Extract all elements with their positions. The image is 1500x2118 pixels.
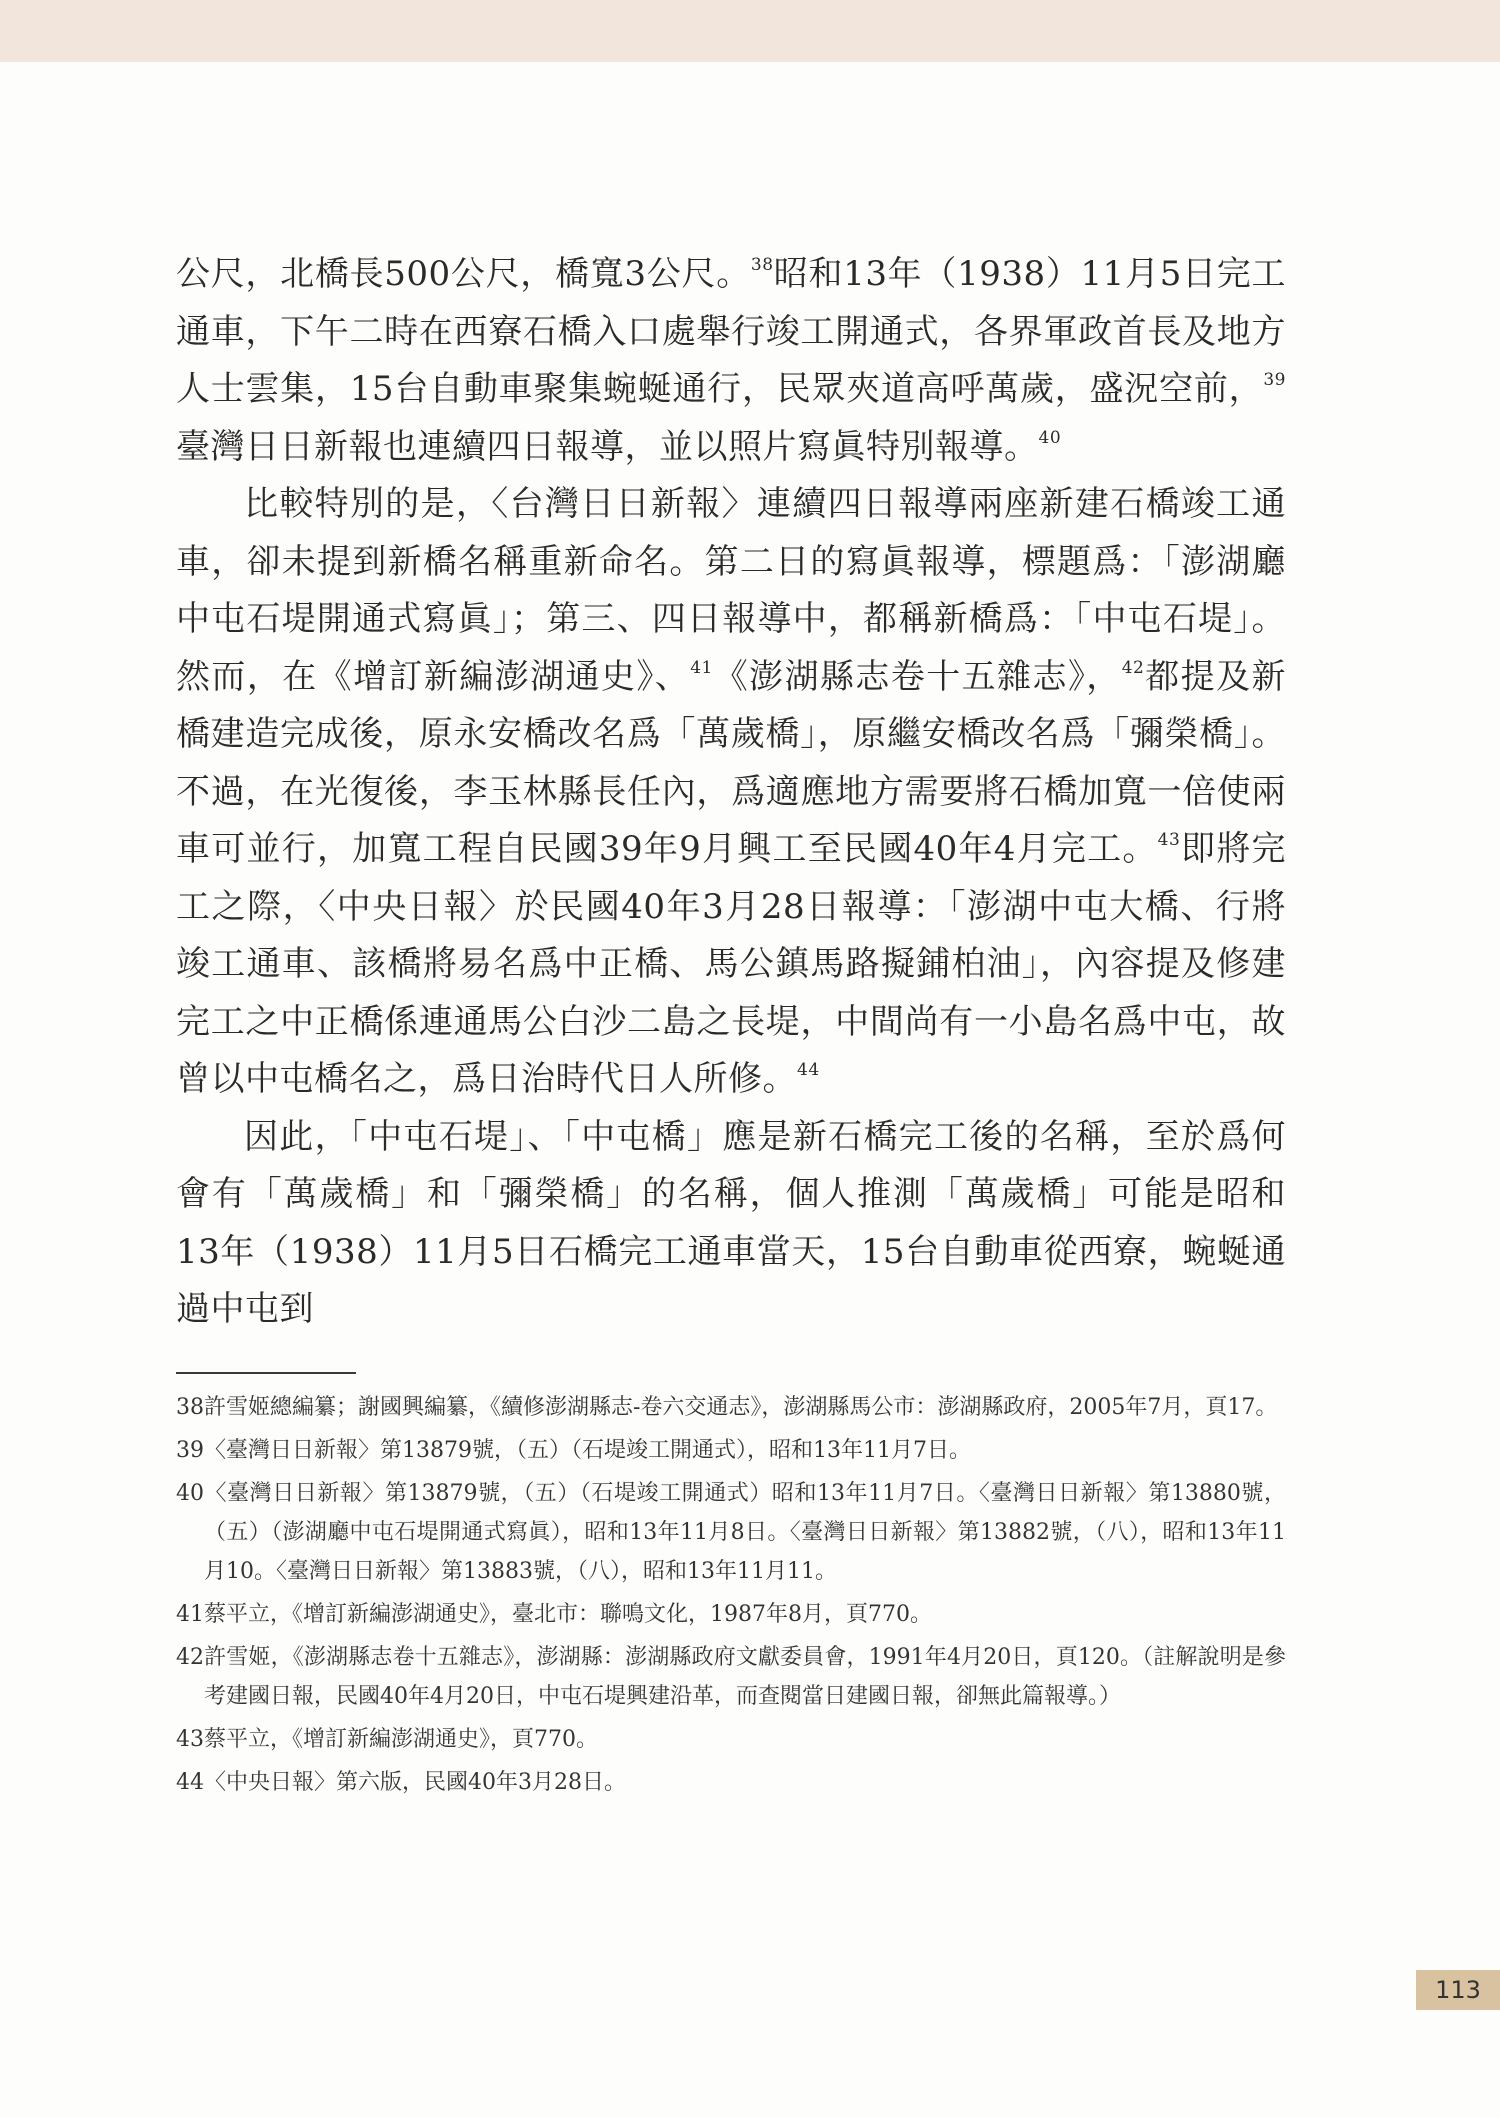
footnote-38: 38許雪姬總編纂；謝國興編纂，《續修澎湖縣志-卷六交通志》，澎湖縣馬公市：澎湖縣政府，2005年7月，頁17。: [176, 1395, 1278, 1420]
footnotes: [176, 1388, 1286, 1806]
footnote-ref-42: 42: [1121, 657, 1145, 678]
text-run: 臺灣日日新報也連續四日報導，並以照片寫眞特別報導。: [176, 426, 1039, 467]
footnote-39: 39〈臺灣日日新報〉第13879號，（五）（石堤竣工開通式），昭和13年11月7日。: [176, 1438, 971, 1463]
text-run: 《澎湖縣志卷十五雜志》，: [712, 656, 1122, 697]
page-number: 113: [1416, 1970, 1500, 2010]
footnote-ref-44: 44: [797, 1060, 820, 1080]
footnote-44: 44〈中央日報〉第六版，民國40年3月28日。: [176, 1770, 626, 1795]
footnote-ref-41: 41: [690, 657, 713, 678]
footnote-ref-38: 38: [750, 255, 774, 275]
body-text: [176, 246, 1286, 1339]
paragraph-1: [176, 246, 1286, 476]
paragraph-2: [176, 476, 1286, 1109]
text-run: 因此，「中屯石堤」、「中屯橋」應是新石橋完工後的名稱，至於爲何會有「萬歲橋」和「彌榮橋」的名稱，個人推測「萬歲橋」可能是昭和13年（1938）11月5日石橋完工通車當天，15台自動車從西寮，蜿蜒通過中屯到: [176, 1116, 1286, 1329]
top-color-band: [0, 0, 1500, 62]
footnote-ref-40: 40: [1038, 427, 1062, 448]
text-run: 公尺，北橋長500公尺，橋寬3公尺。: [176, 254, 751, 294]
footnote-divider: [176, 1372, 356, 1374]
text-run: 即將完工之際，〈中央日報〉於民國40年3月28日報導：「澎湖中屯大橋、行將竣工通車、該橋將易名爲中正橋、馬公鎮馬路擬鋪柏油」，內容提及修建完工之中正橋係連通馬公白沙二島之長堤，中間尚有一小島名爲中屯，故曾以中屯橋名之，爲日治時代日人所修。: [176, 829, 1286, 1099]
footnote-43: 43蔡平立，《增訂新編澎湖通史》，頁770。: [176, 1727, 598, 1752]
footnote-42: 42許雪姬，《澎湖縣志卷十五雜志》，澎湖縣：澎湖縣政府文獻委員會，1991年4月20日，頁120。（註解說明是參考建國日報，民國40年4月20日，中屯石堤興建沿革，而查閱當日建國日報，卻無此篇報導。）: [176, 1645, 1286, 1709]
text-run: 比較特別的是，〈台灣日日新報〉連續四日報導兩座新建石橋竣工通車，卻未提到新橋名稱重新命名。第二日的寫眞報導，標題爲：「澎湖廳中屯石堤開通式寫眞」；第三、四日報導中，都稱新橋爲：「中屯石堤」。然而，在《增訂新編澎湖通史》、: [176, 484, 1286, 697]
footnote-ref-39: 39: [1263, 370, 1286, 390]
footnote-ref-43: 43: [1157, 830, 1181, 850]
footnote-41: 41蔡平立，《增訂新編澎湖通史》，臺北市：聯鳴文化，1987年8月，頁770。: [176, 1602, 932, 1627]
footnote-40: 40〈臺灣日日新報〉第13879號，（五）（石堤竣工開通式）昭和13年11月7日。〈臺灣日日新報〉第13880號，（五）（澎湖廳中屯石堤開通式寫眞），昭和13年11月8日。〈臺灣日日新報〉第13882號，（八），昭和13年11月10。〈臺灣日日新報〉第13883號，（八），昭和13年11月11。: [176, 1481, 1286, 1584]
text-run: 昭和13年（1938）11月5日完工通車，下午二時在西寮石橋入口處舉行竣工開通式，各界軍政首長及地方人士雲集，15台自動車聚集蜿蜒通行，民眾夾道高呼萬歲，盛況空前，: [176, 254, 1287, 409]
text-run: 都提及新橋建造完成後，原永安橋改名爲「萬歲橋」，原繼安橋改名爲「彌榮橋」。不過，在光復後，李玉林縣長任內，爲適應地方需要將石橋加寬一倍使兩車可並行，加寬工程自民國39年9月興工至民國40年4月完工。: [176, 656, 1287, 869]
paragraph-3: [176, 1109, 1286, 1339]
